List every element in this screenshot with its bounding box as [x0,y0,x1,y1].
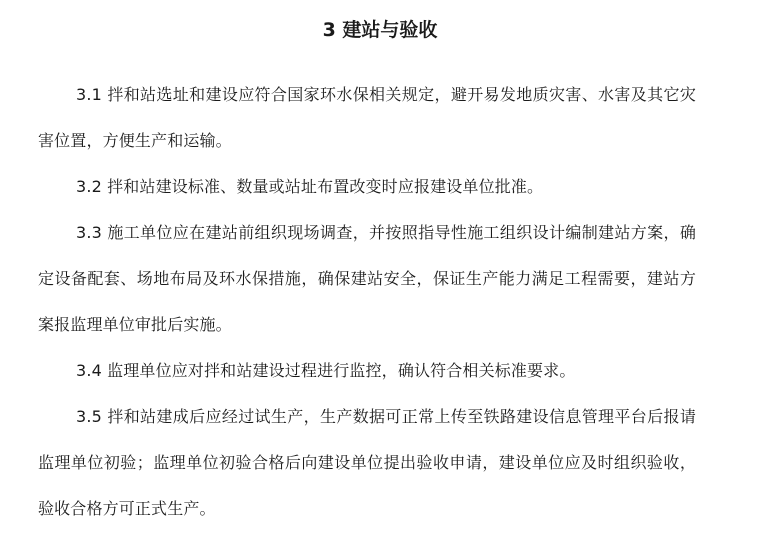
clause-3-1: 3.1 拌和站选址和建设应符合国家环水保相关规定，避开易发地质灾害、水害及其它灾害位置，方便生产和运输。 [38,85,696,150]
section-body [38,72,696,532]
clause-3-4: 3.4 监理单位应对拌和站建设过程进行监控，确认符合相关标准要求。 [76,361,576,380]
section-title: 3 建站与验收 [322,19,438,41]
clause-3-3: 3.3 施工单位应在建站前组织现场调查，并按照指导性施工组织设计编制建站方案，确定设备配套、场地布局及环水保措施，确保建站安全，保证生产能力满足工程需要，建站方案报监理单位审批后实施。 [38,223,696,334]
clause-3-2: 3.2 拌和站建设标准、数量或站址布置改变时应报建设单位批准。 [76,177,544,196]
clause-3-5: 3.5 拌和站建成后应经过试生产，生产数据可正常上传至铁路建设信息管理平台后报请监理单位初验；监理单位初验合格后向建设单位提出验收申请，建设单位应及时组织验收，验收合格方可正式生产。 [38,407,696,518]
